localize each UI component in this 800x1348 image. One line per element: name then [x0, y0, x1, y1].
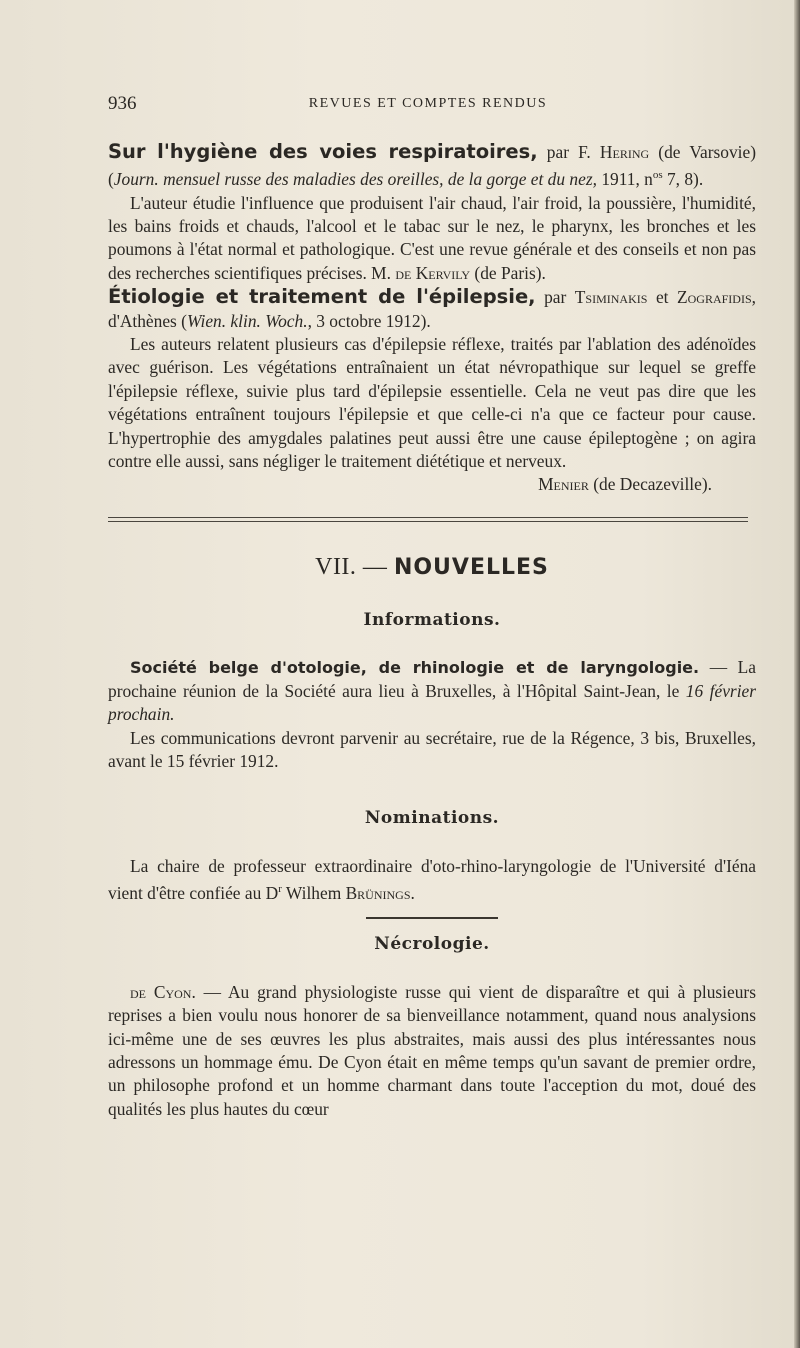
article-body: Les auteurs relatent plusieurs cas d'épilepsie réflexe, traités par l'ablation des adénoïdes avec guérison. Les végétations entraînaient un état névropathique sur lequel se greffe l'épilepsie réflexe, suivie plus tard d'épilepsie essentielle. Cela ne veut pas dire que les végétations entraînent toujours l'épilepsie et que celle-ci n'a que ce facteur pour cause. L'hypertrophie des amygdales palatines peut aussi être une cause épileptogène ; on agira contre elle aussi, sans négliger le traitement diététique et nerveux.	[108, 334, 756, 472]
page-content	[108, 140, 756, 1121]
page-number: 936	[108, 93, 137, 114]
doctor-superscript: r	[278, 883, 282, 896]
page-header	[108, 93, 748, 119]
nominations-text: Wilhem	[281, 882, 346, 903]
informations-paragraph: Les communications devront parvenir au secrétaire, rue de la Régence, 3 bis, Bruxelles, avant le 15 février 1912.	[108, 727, 756, 771]
necrologie-heading: Nécrologie.	[374, 934, 490, 955]
short-divider	[366, 917, 498, 919]
author-location: , d'Athènes (	[108, 287, 756, 331]
par-label: par	[537, 142, 579, 162]
journal-name: Journ. mensuel russe des maladies des oreilles, de la gorge et du nez,	[113, 169, 597, 190]
article-hygiene	[108, 140, 756, 192]
informations-text: — La prochaine réunion de la Société aura lieu à Bruxelles, à l'Hôpital Saint-Jean, le	[108, 657, 756, 701]
section-heading	[108, 552, 756, 583]
journal-ref: , 3 octobre 1912).	[307, 310, 431, 331]
informations-heading: Informations.	[363, 609, 501, 630]
and-label: et	[647, 287, 677, 308]
signature-location: (de Paris).	[470, 262, 546, 283]
page-edge-shadow	[794, 0, 800, 1348]
running-head: REVUES ET COMPTES RENDUS	[308, 96, 548, 111]
article-author: F. Hering	[578, 142, 650, 162]
necrologie-text: . — Au grand physiologiste russe qui vient de disparaître et qui à plusieurs reprises a bien voulu nous honorer de sa bienveillance notamment, quand nous analysions ici-même une de ses œuvres les plus abstraites, mais aussi des plus intéressantes nous adressons un hommage ému. De Cyon était en même temps qu'un savant de premier ordre, un philosophe profond et un homme charmant dans toute l'acception du mot, doué des qualités les plus hautes du cœur	[108, 981, 756, 1119]
section-title: NOUVELLES	[393, 554, 549, 580]
article-author: Zografidis	[677, 287, 752, 308]
journal-ref: 1911, n	[596, 169, 653, 190]
par-label: par	[535, 287, 575, 308]
journal-name: Wien. klin. Woch.	[186, 310, 308, 331]
article-epilepsie	[108, 285, 756, 333]
necrologie-paragraph	[108, 981, 756, 1121]
article-author: Tsiminakis	[574, 287, 648, 308]
signature-name: Menier	[538, 474, 589, 495]
nominations-paragraph	[108, 855, 756, 906]
signature	[108, 473, 756, 496]
society-name: Société belge d'otologie, de rhinologie et de laryngologie.	[130, 658, 700, 678]
signature-name: de Kervily	[395, 262, 471, 283]
section-divider	[108, 517, 748, 522]
article-title: Étiologie et traitement de l'épilepsie,	[108, 285, 536, 309]
deceased-name: de Cyon	[130, 981, 192, 1002]
article-body: L'auteur étudie l'influence que produisent l'air chaud, l'air froid, la poussière, l'humidité, les bains froids et chauds, l'alcool et le tabac sur le nez, le pharynx, les bronches et les poumons à l'état normal et pathologique. C'est une revue générale et des conseils et non pas des recherches scientifiques précises.	[108, 192, 756, 283]
section-numeral: VII. —	[315, 553, 394, 580]
journal-ref-end: 7, 8).	[662, 169, 704, 190]
signature-prefix: M.	[366, 262, 396, 283]
nominations-heading: Nominations.	[364, 808, 500, 829]
nominations-text: .	[410, 882, 415, 903]
nominations-text: La chaire de professeur extraordinaire d'oto-rhino-laryngologie de l'Université d'Iéna vient d'être confiée au D	[108, 855, 756, 903]
nominee-name: Brünings	[345, 882, 411, 903]
meeting-date: 16 février prochain.	[108, 680, 757, 725]
informations-paragraph	[108, 656, 756, 726]
author-location: (de Varsovie) (	[108, 142, 756, 190]
article-title: Sur l'hygiène des voies respiratoires,	[108, 140, 538, 163]
numero-superscript: os	[652, 169, 663, 182]
article-hygiene-body	[108, 192, 756, 286]
signature-location: (de Decazeville).	[588, 474, 712, 495]
